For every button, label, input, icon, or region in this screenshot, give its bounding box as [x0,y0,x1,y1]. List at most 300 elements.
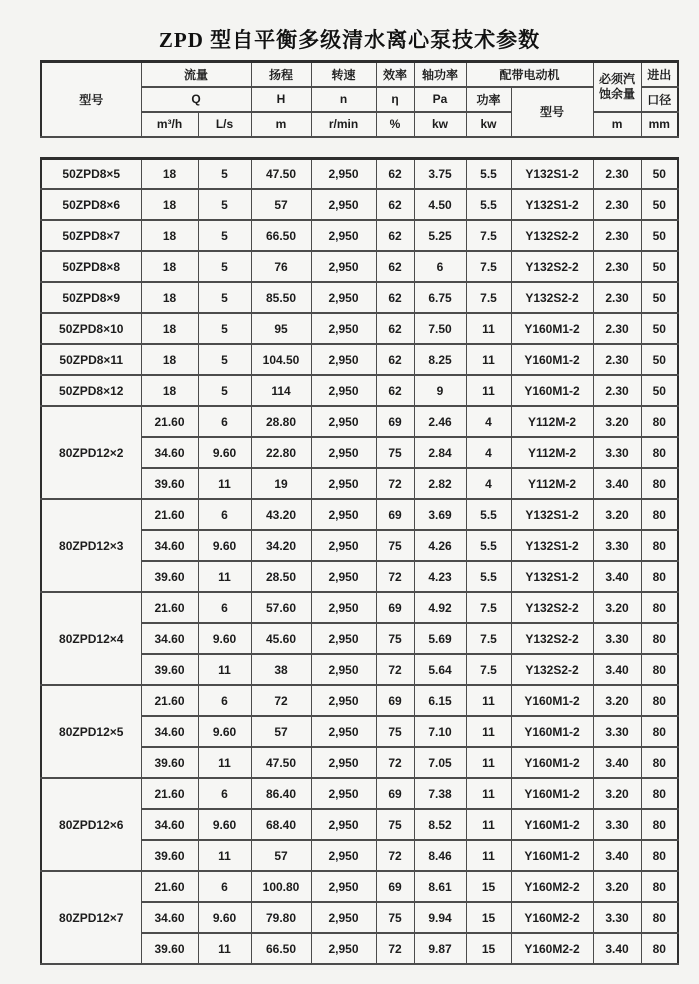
cell-speed-n: 2,950 [311,220,376,251]
cell-speed-n: 2,950 [311,530,376,561]
cell-q-ls: 5 [198,282,251,313]
cell-q-ls: 6 [198,406,251,437]
cell-speed-n: 2,950 [311,654,376,685]
cell-port-diameter: 80 [641,871,678,902]
cell-efficiency: 75 [376,716,414,747]
cell-q-ls: 5 [198,158,251,189]
cell-speed-n: 2,950 [311,406,376,437]
cell-head-h: 19 [251,468,311,499]
cell-head-h: 57.60 [251,592,311,623]
cell-npsh: 3.40 [593,840,641,871]
cell-speed-n: 2,950 [311,158,376,189]
cell-shaft-power: 7.50 [414,313,466,344]
header-unit-speed: r/min [311,112,376,137]
cell-motor-model: Y160M1-2 [511,716,593,747]
cell-head-h: 38 [251,654,311,685]
header-unit-m3h: m³/h [141,112,198,137]
cell-speed-n: 2,950 [311,313,376,344]
cell-shaft-power: 5.69 [414,623,466,654]
cell-q-ls: 5 [198,220,251,251]
header-efficiency: 效率 [376,62,414,87]
cell-motor-power: 5.5 [466,499,511,530]
cell-speed-n: 2,950 [311,747,376,778]
table-row [41,313,678,344]
cell-q-ls: 6 [198,778,251,809]
pump-table-body [41,158,678,964]
cell-motor-power: 15 [466,871,511,902]
cell-shaft-power: 5.25 [414,220,466,251]
header-unit-port: mm [641,112,678,137]
cell-motor-model: Y160M1-2 [511,375,593,406]
cell-q-ls: 6 [198,499,251,530]
cell-q-m3h: 34.60 [141,809,198,840]
cell-efficiency: 62 [376,158,414,189]
cell-speed-n: 2,950 [311,561,376,592]
header-unit-shaft-power: kw [414,112,466,137]
cell-npsh: 3.30 [593,623,641,654]
cell-efficiency: 75 [376,530,414,561]
cell-speed-n: 2,950 [311,902,376,933]
cell-q-m3h: 34.60 [141,530,198,561]
cell-q-ls: 9.60 [198,902,251,933]
cell-q-ls: 11 [198,840,251,871]
cell-port-diameter: 80 [641,685,678,716]
cell-head-h: 85.50 [251,282,311,313]
header-motor: 配带电动机 [466,62,593,87]
cell-motor-power: 7.5 [466,623,511,654]
cell-efficiency: 72 [376,561,414,592]
cell-motor-power: 11 [466,716,511,747]
cell-head-h: 34.20 [251,530,311,561]
cell-port-diameter: 50 [641,344,678,375]
header-head: 扬程 [251,62,311,87]
cell-port-diameter: 80 [641,747,678,778]
cell-head-h: 76 [251,251,311,282]
cell-port-diameter: 80 [641,902,678,933]
cell-head-h: 95 [251,313,311,344]
cell-speed-n: 2,950 [311,251,376,282]
cell-motor-power: 11 [466,375,511,406]
cell-q-m3h: 39.60 [141,561,198,592]
cell-npsh: 2.30 [593,158,641,189]
cell-npsh: 3.30 [593,902,641,933]
cell-motor-power: 7.5 [466,282,511,313]
table-row [41,406,678,437]
cell-port-diameter: 50 [641,313,678,344]
cell-motor-power: 11 [466,778,511,809]
cell-motor-model: Y160M1-2 [511,809,593,840]
cell-motor-power: 7.5 [466,654,511,685]
cell-shaft-power: 4.23 [414,561,466,592]
header-npsh [593,62,641,112]
header-unit-npsh: m [593,112,641,137]
cell-speed-n: 2,950 [311,809,376,840]
cell-shaft-power: 5.64 [414,654,466,685]
cell-q-ls: 11 [198,747,251,778]
cell-speed-n: 2,950 [311,778,376,809]
cell-speed-n: 2,950 [311,840,376,871]
cell-head-h: 45.60 [251,623,311,654]
cell-motor-model: Y132S2-2 [511,251,593,282]
table-row [41,189,678,220]
cell-motor-power: 11 [466,809,511,840]
cell-port-diameter: 80 [641,499,678,530]
cell-motor-power: 7.5 [466,592,511,623]
header-unit-head: m [251,112,311,137]
cell-efficiency: 62 [376,282,414,313]
cell-pump-model: 50ZPD8×7 [41,220,141,251]
cell-q-ls: 11 [198,561,251,592]
cell-motor-model: Y132S2-2 [511,654,593,685]
cell-shaft-power: 4.26 [414,530,466,561]
cell-efficiency: 72 [376,933,414,964]
header-model: 型号 [41,62,141,137]
cell-npsh: 2.30 [593,282,641,313]
cell-q-m3h: 18 [141,189,198,220]
cell-shaft-power: 6.75 [414,282,466,313]
cell-port-diameter: 80 [641,778,678,809]
cell-npsh: 2.30 [593,220,641,251]
header-shaft-power: 轴功率 [414,62,466,87]
table-row [41,344,678,375]
cell-npsh: 3.20 [593,499,641,530]
cell-pump-model: 80ZPD12×2 [41,406,141,499]
cell-npsh: 3.30 [593,809,641,840]
cell-port-diameter: 80 [641,468,678,499]
table-row [41,251,678,282]
cell-motor-model: Y132S2-2 [511,623,593,654]
cell-speed-n: 2,950 [311,437,376,468]
header-head-symbol: H [251,87,311,112]
cell-efficiency: 69 [376,685,414,716]
header-motor-power: 功率 [466,87,511,112]
cell-port-diameter: 50 [641,251,678,282]
cell-q-m3h: 21.60 [141,871,198,902]
cell-q-m3h: 39.60 [141,747,198,778]
cell-q-ls: 9.60 [198,809,251,840]
cell-efficiency: 72 [376,654,414,685]
cell-npsh: 3.40 [593,747,641,778]
cell-head-h: 57 [251,716,311,747]
cell-q-ls: 6 [198,871,251,902]
cell-head-h: 43.20 [251,499,311,530]
cell-shaft-power: 4.92 [414,592,466,623]
cell-motor-model: Y132S2-2 [511,592,593,623]
cell-q-ls: 9.60 [198,716,251,747]
cell-motor-model: Y160M1-2 [511,840,593,871]
cell-motor-power: 15 [466,902,511,933]
cell-shaft-power: 8.25 [414,344,466,375]
cell-pump-model: 80ZPD12×3 [41,499,141,592]
cell-pump-model: 50ZPD8×12 [41,375,141,406]
cell-efficiency: 62 [376,251,414,282]
cell-motor-model: Y160M2-2 [511,871,593,902]
cell-efficiency: 75 [376,902,414,933]
cell-port-diameter: 80 [641,933,678,964]
cell-shaft-power: 4.50 [414,189,466,220]
header-port-line2: 口径 [641,87,678,112]
cell-efficiency: 75 [376,809,414,840]
cell-motor-power: 11 [466,313,511,344]
cell-npsh: 3.20 [593,871,641,902]
spec-body-table [40,157,679,966]
cell-shaft-power: 9.87 [414,933,466,964]
cell-head-h: 72 [251,685,311,716]
cell-port-diameter: 50 [641,220,678,251]
cell-q-m3h: 18 [141,251,198,282]
cell-npsh: 3.40 [593,654,641,685]
cell-speed-n: 2,950 [311,189,376,220]
cell-motor-model: Y112M-2 [511,437,593,468]
table-row [41,375,678,406]
cell-port-diameter: 80 [641,716,678,747]
cell-pump-model: 50ZPD8×11 [41,344,141,375]
cell-q-m3h: 34.60 [141,902,198,933]
cell-npsh: 3.20 [593,778,641,809]
cell-motor-power: 4 [466,406,511,437]
cell-shaft-power: 3.69 [414,499,466,530]
cell-q-m3h: 34.60 [141,623,198,654]
cell-head-h: 100.80 [251,871,311,902]
header-unit-ls: L/s [198,112,251,137]
cell-q-m3h: 39.60 [141,654,198,685]
cell-port-diameter: 80 [641,809,678,840]
cell-efficiency: 69 [376,499,414,530]
header-flow: 流量 [141,62,251,87]
cell-npsh: 3.20 [593,406,641,437]
cell-motor-power: 11 [466,685,511,716]
cell-speed-n: 2,950 [311,623,376,654]
cell-motor-model: Y160M1-2 [511,747,593,778]
cell-pump-model: 80ZPD12×7 [41,871,141,964]
cell-npsh: 2.30 [593,189,641,220]
cell-speed-n: 2,950 [311,282,376,313]
cell-efficiency: 72 [376,840,414,871]
cell-pump-model: 80ZPD12×4 [41,592,141,685]
cell-speed-n: 2,950 [311,499,376,530]
cell-motor-power: 15 [466,933,511,964]
cell-head-h: 47.50 [251,158,311,189]
cell-head-h: 28.80 [251,406,311,437]
cell-speed-n: 2,950 [311,344,376,375]
cell-motor-model: Y160M2-2 [511,902,593,933]
cell-efficiency: 72 [376,468,414,499]
cell-shaft-power: 9.94 [414,902,466,933]
cell-head-h: 114 [251,375,311,406]
header-motor-model: 型号 [511,87,593,137]
cell-port-diameter: 80 [641,592,678,623]
cell-q-ls: 11 [198,468,251,499]
cell-npsh: 3.30 [593,530,641,561]
cell-q-m3h: 18 [141,375,198,406]
cell-efficiency: 62 [376,189,414,220]
table-row [41,685,678,716]
cell-q-ls: 5 [198,344,251,375]
header-port-line1: 进出 [641,62,678,87]
cell-motor-model: Y132S2-2 [511,220,593,251]
cell-q-ls: 9.60 [198,530,251,561]
cell-speed-n: 2,950 [311,871,376,902]
spec-header-table [40,60,679,138]
cell-head-h: 47.50 [251,747,311,778]
cell-pump-model: 50ZPD8×9 [41,282,141,313]
cell-pump-model: 50ZPD8×10 [41,313,141,344]
cell-motor-power: 5.5 [466,189,511,220]
cell-head-h: 68.40 [251,809,311,840]
cell-q-ls: 11 [198,933,251,964]
cell-motor-power: 11 [466,747,511,778]
cell-q-m3h: 21.60 [141,592,198,623]
cell-motor-power: 5.5 [466,158,511,189]
cell-head-h: 28.50 [251,561,311,592]
cell-port-diameter: 80 [641,530,678,561]
cell-speed-n: 2,950 [311,592,376,623]
cell-shaft-power: 2.46 [414,406,466,437]
cell-efficiency: 75 [376,623,414,654]
cell-q-m3h: 21.60 [141,499,198,530]
cell-shaft-power: 2.82 [414,468,466,499]
cell-q-m3h: 18 [141,282,198,313]
cell-shaft-power: 2.84 [414,437,466,468]
cell-head-h: 104.50 [251,344,311,375]
cell-port-diameter: 50 [641,375,678,406]
header-unit-efficiency: % [376,112,414,137]
cell-speed-n: 2,950 [311,933,376,964]
table-row [41,592,678,623]
cell-npsh: 3.20 [593,685,641,716]
cell-motor-model: Y160M1-2 [511,344,593,375]
table-row [41,282,678,313]
cell-q-ls: 5 [198,189,251,220]
cell-efficiency: 75 [376,437,414,468]
header-npsh-line1: 必须汽 [599,71,636,86]
cell-q-m3h: 39.60 [141,933,198,964]
cell-efficiency: 62 [376,375,414,406]
cell-motor-power: 11 [466,840,511,871]
cell-port-diameter: 50 [641,282,678,313]
cell-pump-model: 80ZPD12×6 [41,778,141,871]
header-unit-motor-power: kw [466,112,511,137]
cell-q-m3h: 39.60 [141,468,198,499]
cell-motor-model: Y160M2-2 [511,933,593,964]
cell-head-h: 66.50 [251,933,311,964]
cell-speed-n: 2,950 [311,468,376,499]
cell-shaft-power: 9 [414,375,466,406]
cell-q-m3h: 18 [141,313,198,344]
table-row [41,499,678,530]
cell-motor-model: Y132S1-2 [511,561,593,592]
cell-motor-model: Y132S1-2 [511,499,593,530]
cell-q-m3h: 18 [141,344,198,375]
cell-npsh: 2.30 [593,251,641,282]
cell-pump-model: 50ZPD8×8 [41,251,141,282]
cell-efficiency: 69 [376,406,414,437]
cell-motor-model: Y112M-2 [511,406,593,437]
header-shaft-power-symbol: Pa [414,87,466,112]
cell-q-ls: 11 [198,654,251,685]
cell-speed-n: 2,950 [311,685,376,716]
cell-q-m3h: 39.60 [141,840,198,871]
cell-head-h: 22.80 [251,437,311,468]
cell-speed-n: 2,950 [311,375,376,406]
cell-shaft-power: 3.75 [414,158,466,189]
cell-q-m3h: 21.60 [141,406,198,437]
cell-efficiency: 69 [376,778,414,809]
cell-q-m3h: 21.60 [141,778,198,809]
table-row [41,778,678,809]
cell-q-m3h: 21.60 [141,685,198,716]
cell-q-ls: 9.60 [198,437,251,468]
cell-efficiency: 69 [376,592,414,623]
cell-npsh: 2.30 [593,313,641,344]
cell-npsh: 2.30 [593,375,641,406]
cell-port-diameter: 80 [641,561,678,592]
header-npsh-line2: 蚀余量 [599,86,636,101]
cell-npsh: 3.40 [593,561,641,592]
cell-port-diameter: 80 [641,623,678,654]
cell-efficiency: 69 [376,871,414,902]
cell-motor-model: Y132S2-2 [511,282,593,313]
cell-q-m3h: 18 [141,158,198,189]
cell-q-m3h: 34.60 [141,437,198,468]
cell-motor-power: 7.5 [466,220,511,251]
cell-motor-model: Y132S1-2 [511,189,593,220]
cell-motor-power: 11 [466,344,511,375]
cell-head-h: 79.80 [251,902,311,933]
cell-port-diameter: 50 [641,158,678,189]
cell-q-ls: 5 [198,251,251,282]
cell-port-diameter: 80 [641,406,678,437]
header-row-labels [41,62,678,87]
cell-npsh: 3.30 [593,437,641,468]
cell-motor-model: Y112M-2 [511,468,593,499]
cell-shaft-power: 6.15 [414,685,466,716]
cell-speed-n: 2,950 [311,716,376,747]
cell-motor-model: Y160M1-2 [511,313,593,344]
cell-q-ls: 6 [198,592,251,623]
table-row [41,158,678,189]
cell-motor-power: 4 [466,437,511,468]
cell-shaft-power: 6 [414,251,466,282]
cell-head-h: 57 [251,840,311,871]
cell-npsh: 3.40 [593,468,641,499]
cell-head-h: 86.40 [251,778,311,809]
cell-motor-power: 5.5 [466,530,511,561]
cell-motor-model: Y160M1-2 [511,778,593,809]
cell-pump-model: 50ZPD8×6 [41,189,141,220]
cell-pump-model: 50ZPD8×5 [41,158,141,189]
table-row [41,871,678,902]
cell-motor-power: 5.5 [466,561,511,592]
cell-motor-power: 4 [466,468,511,499]
cell-motor-model: Y132S1-2 [511,530,593,561]
header-flow-symbol: Q [141,87,251,112]
cell-motor-model: Y132S1-2 [511,158,593,189]
cell-head-h: 66.50 [251,220,311,251]
cell-efficiency: 62 [376,220,414,251]
cell-shaft-power: 8.52 [414,809,466,840]
cell-shaft-power: 7.38 [414,778,466,809]
header-efficiency-symbol: η [376,87,414,112]
cell-head-h: 57 [251,189,311,220]
cell-npsh: 2.30 [593,344,641,375]
cell-npsh: 3.20 [593,592,641,623]
cell-efficiency: 72 [376,747,414,778]
cell-q-ls: 5 [198,313,251,344]
cell-q-m3h: 34.60 [141,716,198,747]
cell-port-diameter: 80 [641,654,678,685]
cell-shaft-power: 8.46 [414,840,466,871]
